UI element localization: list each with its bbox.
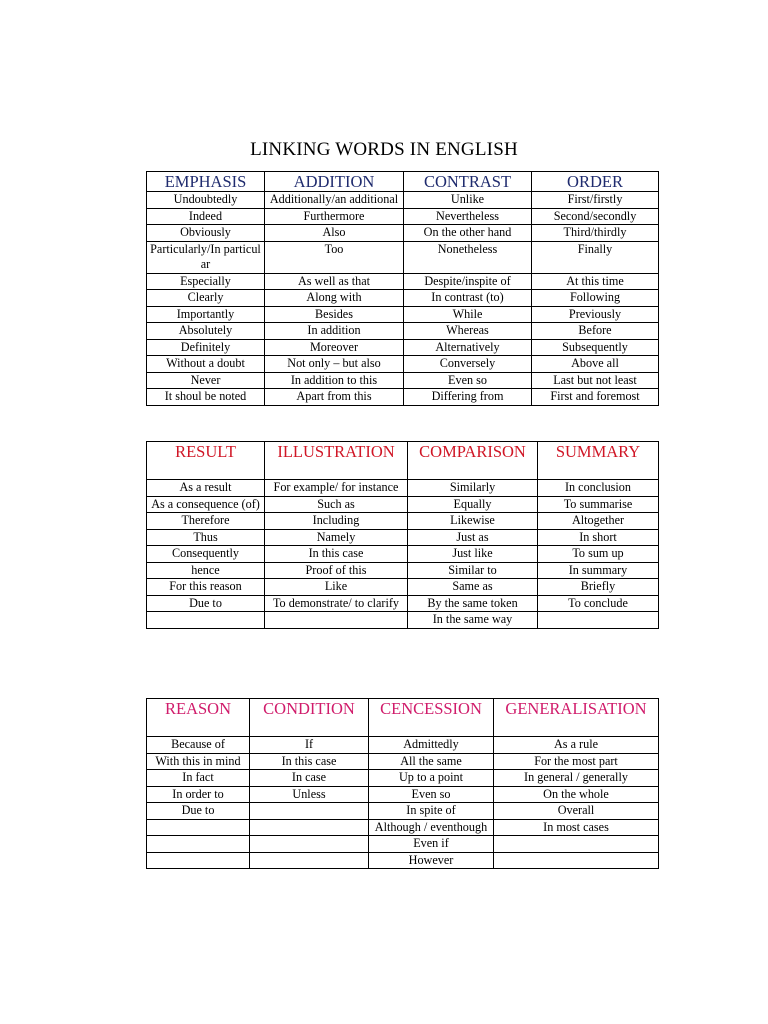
table-cell: In this case [250, 753, 369, 770]
table-cell: Third/thirdly [532, 225, 659, 242]
table-cell [250, 852, 369, 869]
table-cell: Despite/inspite of [404, 273, 532, 290]
table-cell: Definitely [147, 339, 265, 356]
table-cell: For this reason [147, 579, 265, 596]
table-row [147, 786, 659, 803]
table-row [147, 241, 659, 273]
table-cell: In general / generally [494, 770, 659, 787]
table-cell: Overall [494, 803, 659, 820]
table-cell: Likewise [408, 513, 538, 530]
table-cell: Last but not least [532, 372, 659, 389]
table-cell: In addition to this [265, 372, 404, 389]
table-cell: To conclude [538, 595, 659, 612]
table-cell: Moreover [265, 339, 404, 356]
table-cell: Besides [265, 306, 404, 323]
table-row [147, 546, 659, 563]
table-cell: To demonstrate/ to clarify [265, 595, 408, 612]
table-cell: Thus [147, 529, 265, 546]
table-row [147, 225, 659, 242]
table-cell: Such as [265, 496, 408, 513]
table-cell [250, 803, 369, 820]
table-cell: Namely [265, 529, 408, 546]
table-cell: As well as that [265, 273, 404, 290]
table-cell: Although / eventhough [369, 819, 494, 836]
column-header: ADDITION [265, 172, 404, 192]
table-cell: Above all [532, 356, 659, 373]
table-cell: Following [532, 290, 659, 307]
table-cell: However [369, 852, 494, 869]
table-row [147, 562, 659, 579]
table-cell: Conversely [404, 356, 532, 373]
table-row [147, 836, 659, 853]
table-cell: In the same way [408, 612, 538, 629]
table-cell: Clearly [147, 290, 265, 307]
table-cell: Apart from this [265, 389, 404, 406]
table-cell [147, 836, 250, 853]
table-cell: Even if [369, 836, 494, 853]
table-cell: First and foremost [532, 389, 659, 406]
table-cell: As a consequence (of) [147, 496, 265, 513]
table-cell: Furthermore [265, 208, 404, 225]
table-cell: Because of [147, 737, 250, 754]
header-row [147, 699, 659, 737]
column-header: CONTRAST [404, 172, 532, 192]
column-header: CENCESSION [369, 699, 494, 737]
table-cell: It shoul be noted [147, 389, 265, 406]
table-cell: Therefore [147, 513, 265, 530]
table-row [147, 372, 659, 389]
table-cell: In fact [147, 770, 250, 787]
table-row [147, 480, 659, 497]
table-cell: Absolutely [147, 323, 265, 340]
table-cell: In conclusion [538, 480, 659, 497]
table-cell: hence [147, 562, 265, 579]
table-cell: By the same token [408, 595, 538, 612]
table-cell: Not only – but also [265, 356, 404, 373]
table-row [147, 819, 659, 836]
table-cell: Equally [408, 496, 538, 513]
table-cell: Previously [532, 306, 659, 323]
table-cell [494, 836, 659, 853]
table-row [147, 612, 659, 629]
table-row [147, 290, 659, 307]
table-cell: First/firstly [532, 192, 659, 209]
table-cell: Whereas [404, 323, 532, 340]
column-header: ORDER [532, 172, 659, 192]
table-cell: Just like [408, 546, 538, 563]
table-row [147, 753, 659, 770]
table-cell [250, 819, 369, 836]
column-header: COMPARISON [408, 442, 538, 480]
column-header: CONDITION [250, 699, 369, 737]
header-row [147, 442, 659, 480]
table-cell: Due to [147, 595, 265, 612]
column-header: EMPHASIS [147, 172, 265, 192]
table-row [147, 496, 659, 513]
table-row [147, 595, 659, 612]
table-row [147, 803, 659, 820]
table-cell: Admittedly [369, 737, 494, 754]
table-cell: Even so [369, 786, 494, 803]
table-cell: For example/ for instance [265, 480, 408, 497]
table-cell: Similarly [408, 480, 538, 497]
linking-table-3 [146, 698, 659, 869]
column-header: GENERALISATION [494, 699, 659, 737]
linking-table-1 [146, 171, 659, 406]
table-cell: Particularly/In particular [147, 241, 265, 273]
table-cell: In contrast (to) [404, 290, 532, 307]
table-cell: While [404, 306, 532, 323]
table-cell: Finally [532, 241, 659, 273]
table-cell: Including [265, 513, 408, 530]
table-cell: Obviously [147, 225, 265, 242]
table-row [147, 389, 659, 406]
table-cell: As a rule [494, 737, 659, 754]
column-header: RESULT [147, 442, 265, 480]
table-row [147, 513, 659, 530]
table-cell: Indeed [147, 208, 265, 225]
table-cell: If [250, 737, 369, 754]
table-cell [494, 852, 659, 869]
table-cell: On the other hand [404, 225, 532, 242]
table-row [147, 579, 659, 596]
table-cell: Altogether [538, 513, 659, 530]
table-cell: Like [265, 579, 408, 596]
table-cell: In this case [265, 546, 408, 563]
table-cell: For the most part [494, 753, 659, 770]
table-cell: To summarise [538, 496, 659, 513]
table-cell: Subsequently [532, 339, 659, 356]
table-cell: Up to a point [369, 770, 494, 787]
table-row [147, 192, 659, 209]
table-cell [265, 612, 408, 629]
table-cell: To sum up [538, 546, 659, 563]
table-cell: Before [532, 323, 659, 340]
table-cell: Due to [147, 803, 250, 820]
table-cell: With this in mind [147, 753, 250, 770]
table-cell: Briefly [538, 579, 659, 596]
table-cell [250, 836, 369, 853]
table-cell: In addition [265, 323, 404, 340]
table-cell: Too [265, 241, 404, 273]
table-row [147, 208, 659, 225]
table-row [147, 339, 659, 356]
table-cell: Nevertheless [404, 208, 532, 225]
table-cell [147, 612, 265, 629]
table-cell: Along with [265, 290, 404, 307]
table-cell: Also [265, 225, 404, 242]
table-cell: Additionally/an additional [265, 192, 404, 209]
header-row [147, 172, 659, 192]
table-cell: Just as [408, 529, 538, 546]
table-cell: Alternatively [404, 339, 532, 356]
table-cell: Same as [408, 579, 538, 596]
table-cell: Differing from [404, 389, 532, 406]
table-cell: Without a doubt [147, 356, 265, 373]
table-cell: In case [250, 770, 369, 787]
table-cell [538, 612, 659, 629]
table-cell: All the same [369, 753, 494, 770]
table-row [147, 737, 659, 754]
table-cell [147, 819, 250, 836]
table-cell: Similar to [408, 562, 538, 579]
table-row [147, 273, 659, 290]
column-header: SUMMARY [538, 442, 659, 480]
table-row [147, 323, 659, 340]
table-cell: Even so [404, 372, 532, 389]
table-row [147, 529, 659, 546]
table-cell: As a result [147, 480, 265, 497]
page-title: LINKING WORDS IN ENGLISH [250, 139, 518, 160]
table-cell: Never [147, 372, 265, 389]
table-row [147, 306, 659, 323]
table-cell: Nonetheless [404, 241, 532, 273]
table-cell: At this time [532, 273, 659, 290]
table-row [147, 356, 659, 373]
table-cell: Second/secondly [532, 208, 659, 225]
table-cell: In summary [538, 562, 659, 579]
table-cell: Proof of this [265, 562, 408, 579]
table-cell: In spite of [369, 803, 494, 820]
table-cell: Consequently [147, 546, 265, 563]
linking-table-2 [146, 441, 659, 629]
table-cell: In most cases [494, 819, 659, 836]
table-cell: Unless [250, 786, 369, 803]
table-cell: In order to [147, 786, 250, 803]
table-cell: Unlike [404, 192, 532, 209]
table-cell: Importantly [147, 306, 265, 323]
table-cell: On the whole [494, 786, 659, 803]
table-cell: In short [538, 529, 659, 546]
table-row [147, 852, 659, 869]
column-header: REASON [147, 699, 250, 737]
table-cell: Undoubtedly [147, 192, 265, 209]
table-row [147, 770, 659, 787]
table-cell [147, 852, 250, 869]
column-header: ILLUSTRATION [265, 442, 408, 480]
table-cell: Especially [147, 273, 265, 290]
